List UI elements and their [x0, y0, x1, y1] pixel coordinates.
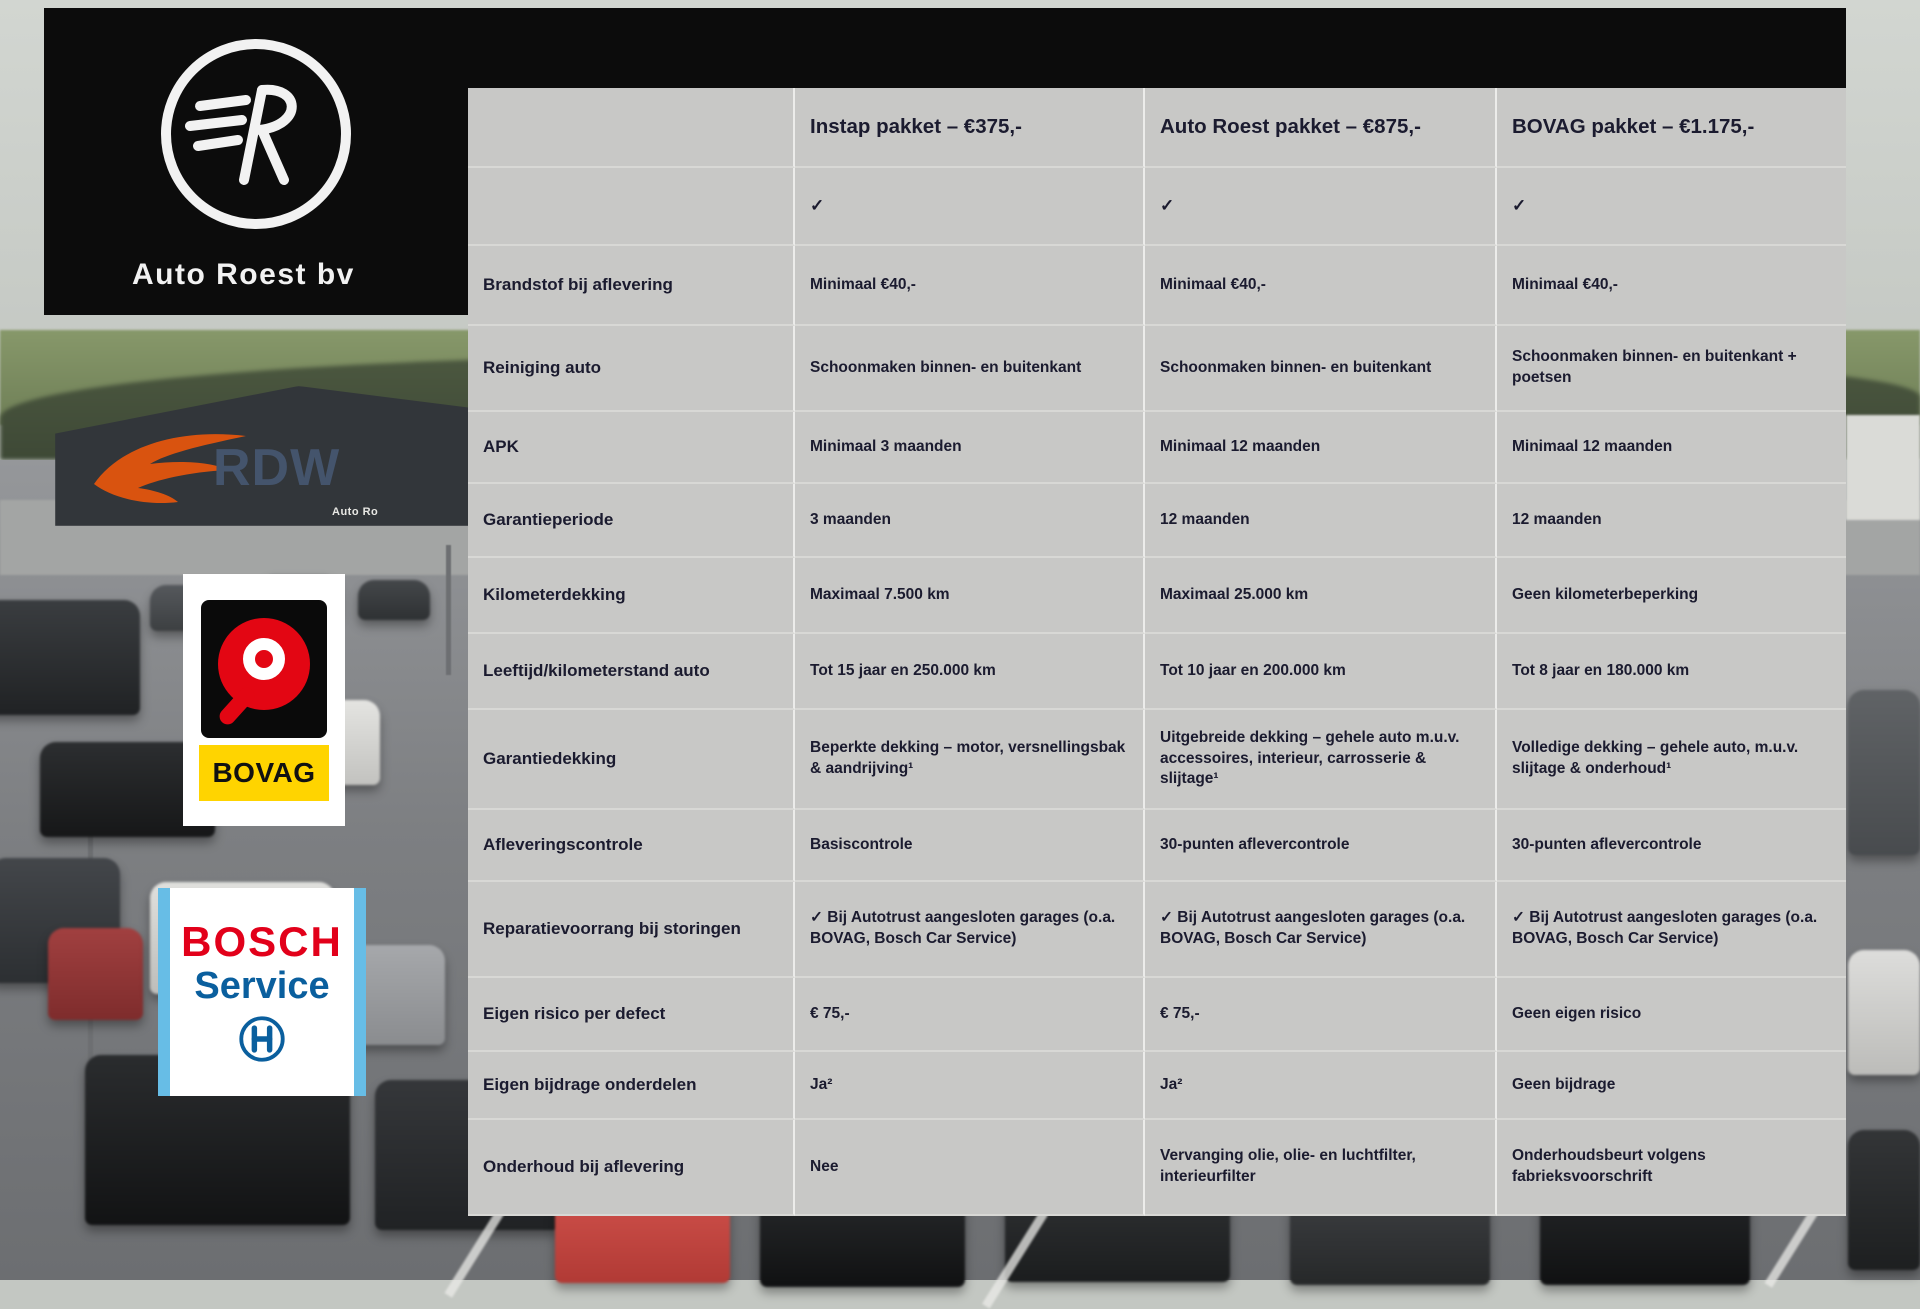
row-label-garantieperiode: Garantieperiode — [468, 484, 795, 558]
bovag-logo — [183, 574, 345, 826]
bosch-wordmark: BOSCH — [181, 918, 343, 966]
value-cell: Vervanging olie, olie- en luchtfilter, interieurfilter — [1145, 1120, 1497, 1216]
value-cell: ✓ Bij Autotrust aangesloten garages (o.a. BOVAG, Bosch Car Service) — [795, 882, 1145, 978]
value-cell: Geen bijdrage — [1497, 1052, 1846, 1120]
value-cell: ✓ — [1497, 168, 1846, 246]
column-header-auto-roest-pakket: Auto Roest pakket – €875,- — [1145, 88, 1497, 168]
bosch-service-logo — [158, 888, 366, 1096]
value-cell: ✓ — [795, 168, 1145, 246]
row-label-reparatievoorrang: Reparatievoorrang bij storingen — [468, 882, 795, 978]
rdw-wordmark: RDW — [213, 439, 341, 497]
row-label-leeftijd-kilometerstand: Leeftijd/kilometerstand auto — [468, 634, 795, 710]
value-cell: Maximaal 25.000 km — [1145, 558, 1497, 634]
bovag-ring — [243, 638, 285, 680]
value-cell: Minimaal €40,- — [1497, 246, 1846, 326]
auto-roest-logo-icon — [156, 34, 356, 234]
bovag-wordmark: BOVAG — [199, 745, 329, 801]
photo-car-shape — [358, 580, 430, 620]
value-cell: Ja² — [1145, 1052, 1497, 1120]
value-cell: 3 maanden — [795, 484, 1145, 558]
value-cell: Geen kilometerbeperking — [1497, 558, 1846, 634]
package-comparison-table — [468, 88, 1846, 1216]
row-label — [468, 168, 795, 246]
photo-lamp-post — [446, 545, 451, 675]
value-cell: Schoonmaken binnen- en buitenkant — [795, 326, 1145, 412]
rdw-logo — [88, 420, 358, 535]
value-cell: Onderhoudsbeurt volgens fabrieksvoorschrift — [1497, 1120, 1846, 1216]
value-cell: Uitgebreide dekking – gehele auto m.u.v. accessoires, interieur, carrosserie & slijtage¹ — [1145, 710, 1497, 810]
value-cell: Tot 8 jaar en 180.000 km — [1497, 634, 1846, 710]
value-cell: Schoonmaken binnen- en buitenkant — [1145, 326, 1497, 412]
value-cell: ✓ Bij Autotrust aangesloten garages (o.a. BOVAG, Bosch Car Service) — [1145, 882, 1497, 978]
value-cell: Tot 15 jaar en 250.000 km — [795, 634, 1145, 710]
value-cell: Volledige dekking – gehele auto, m.u.v. slijtage & onderhoud¹ — [1497, 710, 1846, 810]
value-cell: ✓ Bij Autotrust aangesloten garages (o.a. BOVAG, Bosch Car Service) — [1497, 882, 1846, 978]
value-cell: € 75,- — [795, 978, 1145, 1052]
photo-car-shape — [1848, 1130, 1920, 1270]
value-cell: Maximaal 7.500 km — [795, 558, 1145, 634]
column-header-bovag-pakket: BOVAG pakket – €1.175,- — [1497, 88, 1846, 168]
bosch-service-wordmark: Service — [194, 965, 330, 1008]
value-cell: 30-punten aflevercontrole — [1497, 810, 1846, 882]
value-cell: Nee — [795, 1120, 1145, 1216]
table-corner-cell — [468, 88, 795, 168]
value-cell: Minimaal €40,- — [795, 246, 1145, 326]
value-cell: 12 maanden — [1497, 484, 1846, 558]
value-cell: Minimaal 3 maanden — [795, 412, 1145, 484]
row-label-eigen-risico: Eigen risico per defect — [468, 978, 795, 1052]
company-name: Auto Roest bv — [132, 258, 355, 291]
photo-car-shape — [48, 928, 143, 1020]
row-label-onderhoud: Onderhoud bij aflevering — [468, 1120, 795, 1216]
value-cell: 30-punten aflevercontrole — [1145, 810, 1497, 882]
photo-car-shape — [1848, 690, 1920, 855]
building-sign: Auto Ro — [332, 506, 379, 518]
value-cell: Schoonmaken binnen- en buitenkant + poetsen — [1497, 326, 1846, 412]
value-cell: Tot 10 jaar en 200.000 km — [1145, 634, 1497, 710]
value-cell: Ja² — [795, 1052, 1145, 1120]
row-label-apk: APK — [468, 412, 795, 484]
value-cell: Minimaal €40,- — [1145, 246, 1497, 326]
value-cell: 12 maanden — [1145, 484, 1497, 558]
column-header-instap-pakket: Instap pakket – €375,- — [795, 88, 1145, 168]
value-cell: ✓ — [1145, 168, 1497, 246]
value-cell: Basiscontrole — [795, 810, 1145, 882]
row-label-kilometerdekking: Kilometerdekking — [468, 558, 795, 634]
value-cell: Minimaal 12 maanden — [1497, 412, 1846, 484]
row-label-garantiedekking: Garantiedekking — [468, 710, 795, 810]
value-cell: Beperkte dekking – motor, versnellingsbak & aandrijving¹ — [795, 710, 1145, 810]
row-label-eigen-bijdrage: Eigen bijdrage onderdelen — [468, 1052, 795, 1120]
bovag-emblem-icon — [201, 600, 327, 738]
row-label-brandstof: Brandstof bij aflevering — [468, 246, 795, 326]
photo-car-shape — [1848, 950, 1920, 1075]
row-label-reiniging: Reiniging auto — [468, 326, 795, 412]
bosch-armature-icon — [238, 1015, 286, 1063]
row-label-afleveringscontrole: Afleveringscontrole — [468, 810, 795, 882]
value-cell: € 75,- — [1145, 978, 1497, 1052]
value-cell: Geen eigen risico — [1497, 978, 1846, 1052]
value-cell: Minimaal 12 maanden — [1145, 412, 1497, 484]
photo-car-shape — [0, 600, 140, 715]
photo-building-right — [1846, 415, 1920, 520]
